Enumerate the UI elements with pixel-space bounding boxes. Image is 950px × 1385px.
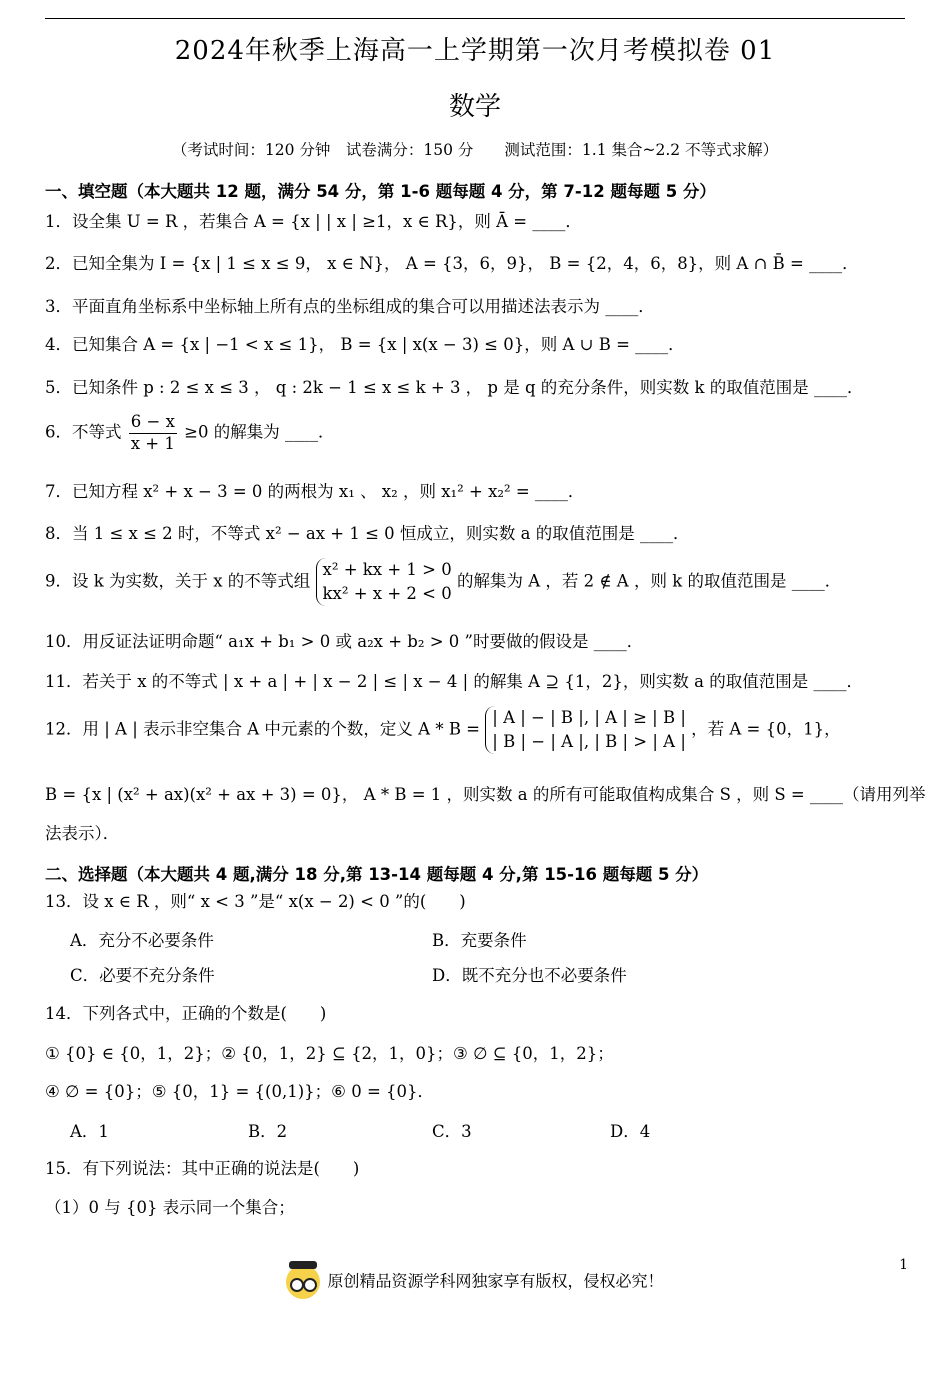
fraction-numerator: 6 − x [129, 412, 177, 434]
piecewise-definition [485, 706, 686, 754]
q15-statement-1: （1）0 与 {0} 表示同一个集合； [45, 1198, 295, 1217]
q13-option-c: C．必要不充分条件 [70, 966, 215, 985]
question-6-prefix: 6．不等式 [45, 422, 122, 442]
question-8: 8．当 1 ≤ x ≤ 2 时，不等式 x² − ax + 1 ≤ 0 恒成立，则实数 a 的取值范围是 ____． [45, 524, 690, 543]
system-line-1: x² + kx + 1 > 0 [322, 560, 452, 579]
question-6 [45, 412, 334, 454]
piece-line-1: | A | − | B |, | A | ≥ | B | [492, 708, 686, 727]
question-12-line-2: B = {x | (x² + ax)(x² + ax + 3) = 0}， A * B = 1 ，则实数 a 的所有可能取值构成集合 S ，则 S = ____（请用列举 [45, 785, 926, 804]
question-9-prefix: 9．设 k 为实数，关于 x 的不等式组 [45, 571, 311, 591]
question-3: 3．平面直角坐标系中坐标轴上所有点的坐标组成的集合可以用描述法表示为 ____． [45, 297, 655, 316]
top-rule [45, 18, 905, 19]
q13-option-b: B．充要条件 [432, 931, 527, 950]
q13-option-d: D．既不充分也不必要条件 [432, 966, 627, 985]
question-1: 1．设全集 U = R ，若集合 A = {x | | x | ≥1，x ∈ R}，则 Ā = ____． [45, 212, 582, 231]
q14-option-b: B．2 [248, 1122, 288, 1141]
section1-heading: 一、填空题（本大题共 12 题，满分 54 分，第 1-6 题每题 4 分，第 7-12 题每题 5 分） [45, 182, 716, 201]
exam-title: 2024年秋季上海高一上学期第一次月考模拟卷 01 [174, 36, 776, 66]
question-9 [45, 558, 841, 606]
question-14: 14．下列各式中，正确的个数是( ) [45, 1004, 327, 1023]
exam-subject: 数学 [448, 92, 501, 122]
question-6-suffix: ≥0 的解集为 ____． [184, 422, 335, 442]
question-9-suffix: 的解集为 A ，若 2 ∉ A ，则 k 的取值范围是 ____． [456, 571, 842, 591]
page-number: 1 [899, 1257, 908, 1273]
q14-statements-line-2: ④ ∅ = {0}；⑤ {0，1} = {(0,1)}；⑥ 0 = {0}． [45, 1082, 435, 1101]
section2-heading: 二、选择题（本大题共 4 题,满分 18 分,第 13-14 题每题 4 分,第 15-16 题每题 5 分） [45, 865, 709, 884]
question-7: 7．已知方程 x² + x − 3 = 0 的两根为 x₁ 、 x₂ ，则 x₁² + x₂² = ____． [45, 482, 585, 501]
question-11: 11．若关于 x 的不等式 | x + a | + | x − 2 | ≤ | x − 4 | 的解集 A ⊇ {1，2}，则实数 a 的取值范围是 ____． [45, 672, 863, 691]
question-6-fraction [129, 412, 177, 454]
piece-line-2: | B | − | A |, | B | > | A | [492, 731, 686, 751]
question-12 [45, 706, 841, 754]
fraction-denominator: x + 1 [130, 433, 175, 453]
q14-option-a: A．1 [70, 1122, 109, 1141]
question-2: 2．已知全集为 I = {x | 1 ≤ x ≤ 9， x ∈ N}， A = {3，6，9}， B = {2，4，6，8}，则 A ∩ B̄ = ____． [45, 254, 859, 273]
mascot-logo-icon [286, 1265, 320, 1299]
q13-option-a: A．充分不必要条件 [70, 931, 214, 950]
inequality-system [316, 558, 452, 606]
system-line-2: kx² + x + 2 < 0 [322, 583, 452, 603]
question-13: 13．设 x ∈ R ，则“ x < 3 ”是“ x(x − 2) < 0 ”的( ) [45, 892, 466, 911]
exam-info: （考试时间：120 分钟 试卷满分：150 分 测试范围：1.1 集合~2.2 不等式求解） [171, 141, 779, 159]
question-12-prefix: 12．用 | A | 表示非空集合 A 中元素的个数，定义 A * B = [45, 719, 481, 739]
q14-option-c: C．3 [432, 1122, 472, 1141]
copyright-notice: 原创精品资源学科网独家享有版权，侵权必究！ [327, 1271, 664, 1291]
question-12-suffix: ，若 A = {0，1}， [691, 719, 841, 739]
question-12-line-3: 法表示）． [45, 824, 120, 843]
footer [0, 1265, 950, 1299]
question-15: 15．有下列说法：其中正确的说法是( ) [45, 1159, 360, 1178]
question-5: 5．已知条件 p : 2 ≤ x ≤ 3 ， q : 2k − 1 ≤ x ≤ k + 3 ， p 是 q 的充分条件，则实数 k 的取值范围是 ____． [45, 378, 864, 397]
q14-option-d: D．4 [610, 1122, 651, 1141]
q14-statements-line-1: ① {0} ∈ {0，1，2}；② {0，1，2} ⊆ {2，1，0}；③ ∅ ⊆ {0，1，2}； [45, 1044, 614, 1063]
question-10: 10．用反证法证明命题“ a₁x + b₁ > 0 或 a₂x + b₂ > 0 ”时要做的假设是 ____． [45, 632, 644, 651]
question-4: 4．已知集合 A = {x | −1 < x ≤ 1}， B = {x | x(x − 3) ≤ 0}，则 A ∪ B = ____． [45, 335, 685, 354]
